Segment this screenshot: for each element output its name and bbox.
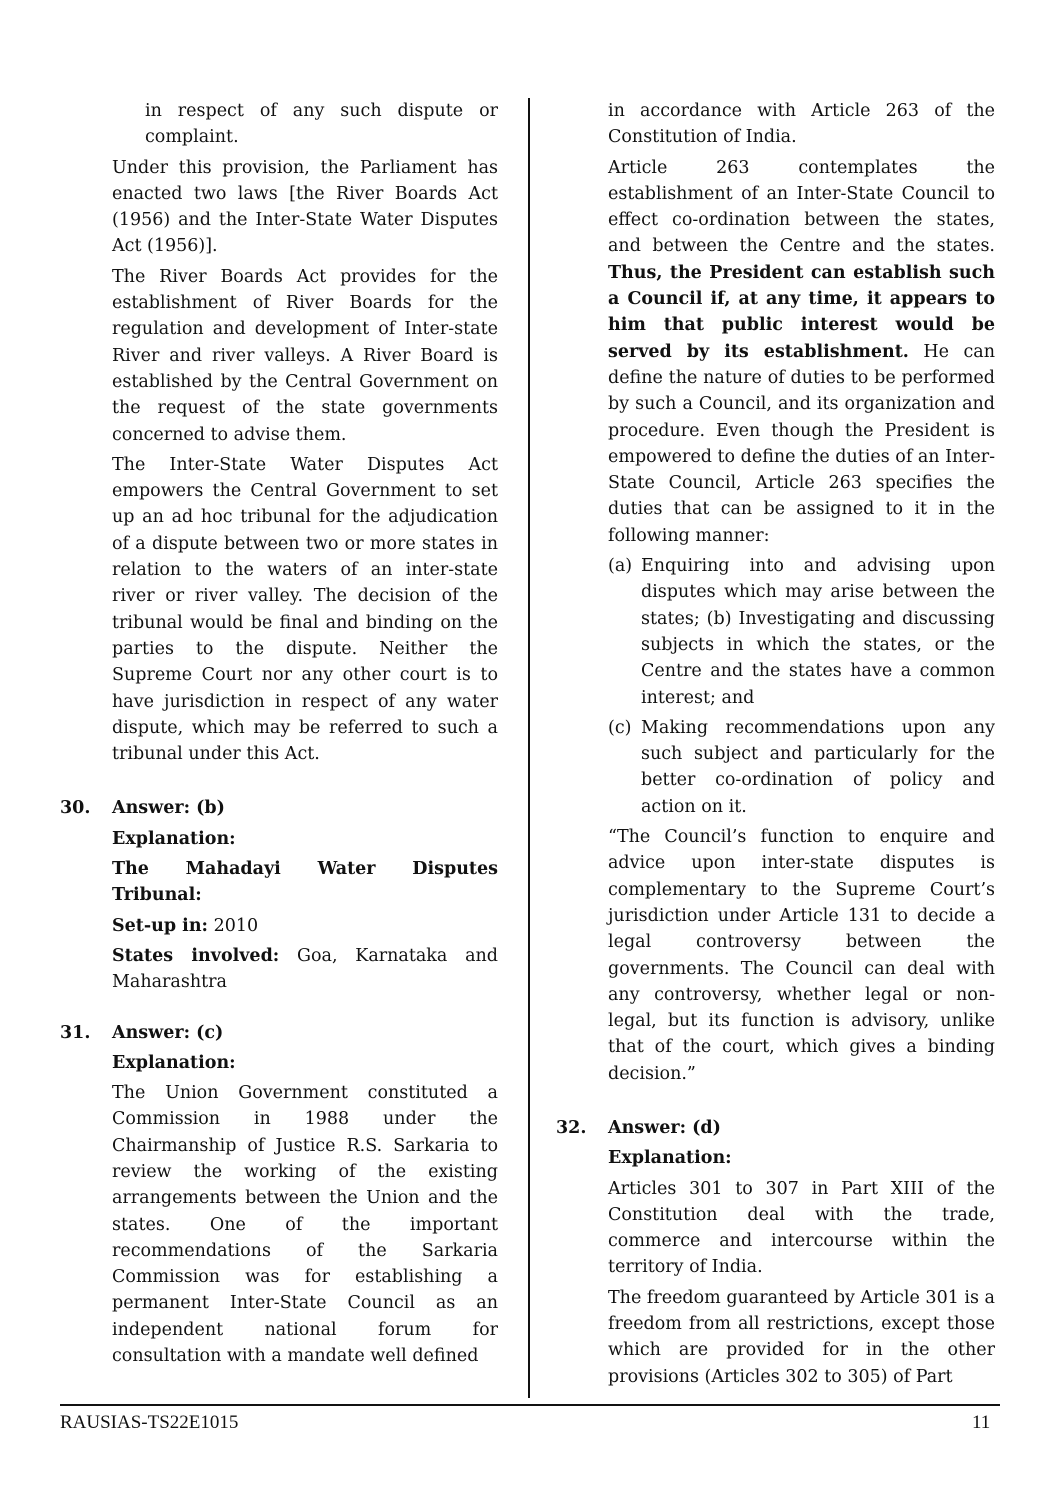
explanation-label: Explanation: xyxy=(112,1052,236,1073)
list-item-c xyxy=(608,715,995,820)
article-263-text-b: He can define the nature of duties to be performed by such a Council, and its organization and procedure. Even though the President is empowered to define the duties of an Inter-State Council, Article 263 specifies the duties that can be assigned to it in the following manner: xyxy=(608,341,995,546)
list-text: Enquiring into and advising upon disputes which may arise between the states; (b) Investigating and discussing subjects in which the states, or the Centre and the states have a common interest; and xyxy=(641,556,995,708)
explanation-label: Explanation: xyxy=(112,828,236,849)
article-263-bold: Thus, the President can establish such a Council if, at any time, it appears to him that public interest would be served by its establishment. xyxy=(608,262,995,362)
paragraph-enacted-laws: Under this provision, the Parliament has enacted two laws [the River Boards Act (1956) and the Inter-State Water Disputes Act (1956)]. xyxy=(112,157,498,257)
list-text: Making recommendations upon any such subject and particularly for the better co-ordination of policy and action on it. xyxy=(641,717,995,817)
setup-label: Set-up in: xyxy=(112,915,209,936)
question-number: 31. xyxy=(60,1022,91,1043)
paragraph-article-263 xyxy=(608,155,995,549)
list-label: (c) xyxy=(608,717,632,738)
column-divider xyxy=(528,98,530,1398)
tribunal-heading: The Mahadayi Water Disputes Tribunal: xyxy=(112,859,498,906)
paragraph-quote: “The Council’s function to enquire and advice upon inter-state disputes is complementary to the Supreme Court’s jurisdiction under Article 131 to decide a legal controversy between the governments. The Council can deal with any controversy, whether legal or non-legal, but its function is advisory, unlike that of the court, which gives a binding decision.” xyxy=(608,827,995,1084)
question-30 xyxy=(60,795,498,995)
states-label: States involved: xyxy=(112,945,280,966)
question-31 xyxy=(60,1020,498,1370)
question-32 xyxy=(556,1115,995,1390)
explanation-paragraph-1: Articles 301 to 307 in Part XIII of the Constitution deal with the trade, commerce and intercourse within the territory of India. xyxy=(608,1178,995,1278)
setup-value: 2010 xyxy=(208,915,259,936)
states-line xyxy=(112,943,498,996)
left-column xyxy=(60,98,498,1373)
answer-label: Answer: (b) xyxy=(112,798,225,819)
paragraph-water-disputes-act: The Inter-State Water Disputes Act empowers the Central Government to set up an ad hoc tribunal for the adjudication of a dispute between two or more states in relation to the waters of an inter-state river or river valley. The decision of the tribunal would be final and binding on the parties to the dispute. Neither the Supreme Court nor any other court is to have jurisdiction in respect of any water dispute, which may be referred to such a tribunal under this Act. xyxy=(112,454,498,765)
question-number: 30. xyxy=(60,798,91,819)
list-item-a xyxy=(608,553,995,711)
answer-label: Answer: (d) xyxy=(608,1117,721,1138)
explanation-paragraph-2: The freedom guaranteed by Article 301 is a freedom from all restrictions, except those which are provided for in the other provisions (Articles 302 to 305) of Part xyxy=(608,1287,995,1387)
answer-label: Answer: (c) xyxy=(112,1022,224,1043)
setup-line xyxy=(112,913,498,939)
paragraph-river-boards-act: The River Boards Act provides for the establishment of River Boards for the regulation and development of Inter-state River and river valleys. A River Board is established by the Central Government on the request of the state governments concerned to advise them. xyxy=(112,266,498,445)
article-263-text-a: Article 263 contemplates the establishment of an Inter-State Council to effect co-ordination between the states, and between the Centre and the states. xyxy=(608,157,995,257)
states-value: Goa, Karnataka and Maharashtra xyxy=(112,945,498,993)
paragraph-continued: in respect of any such dispute or complaint. xyxy=(145,101,498,148)
footer-code: RAUSIAS-TS22E1015 xyxy=(60,1412,239,1433)
list-label: (a) xyxy=(608,556,633,577)
explanation-text: The Union Government constituted a Commission in 1988 under the Chairmanship of Justice R.S. Sarkaria to review the working of the existing arrangements between the Union and the states. One of the important recommendations of the Sarkaria Commission was for establishing a permanent Inter-State Council as an independent national forum for consultation with a mandate well defined xyxy=(112,1083,498,1367)
explanation-label: Explanation: xyxy=(608,1148,732,1169)
question-number: 32. xyxy=(556,1117,587,1138)
footer-rule xyxy=(60,1404,1000,1406)
paragraph-accordance: in accordance with Article 263 of the Constitution of India. xyxy=(608,101,995,148)
page-number: 11 xyxy=(972,1412,991,1433)
right-column xyxy=(556,98,995,1394)
